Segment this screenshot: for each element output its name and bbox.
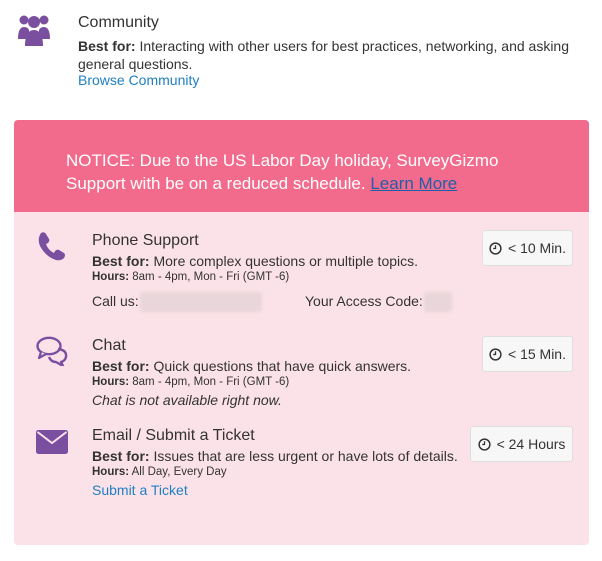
- notice-text: NOTICE: Due to the US Labor Day holiday, SurveyGizmo Support with be on a reduced schedule.: [66, 151, 499, 193]
- phone-hours-text: 8am - 4pm, Mon - Fri (GMT -6): [129, 271, 290, 283]
- email-hours-label: Hours:: [92, 466, 130, 478]
- access-code-redacted: [424, 292, 452, 312]
- community-title: Community: [78, 14, 159, 31]
- chat-best-for-label: Best for:: [92, 358, 150, 374]
- phone-hours: [92, 271, 289, 283]
- email-best-for-text: Issues that are less urgent or have lots of details.: [149, 448, 458, 464]
- chat-best-for-text: Quick questions that have quick answers.: [149, 358, 412, 374]
- chat-hours: [92, 376, 289, 388]
- chat-bubbles-icon: [36, 336, 68, 366]
- email-wait-badge: [470, 426, 573, 462]
- phone-best-for-label: Best for:: [92, 253, 150, 269]
- submit-ticket-link[interactable]: Submit a Ticket: [92, 482, 188, 498]
- phone-icon: [36, 231, 68, 261]
- envelope-icon: [36, 426, 68, 456]
- email-best-for-label: Best for:: [92, 448, 150, 464]
- support-panel: [14, 120, 589, 545]
- phone-wait-badge: [482, 230, 573, 266]
- email-wait-time: < 24 Hours: [496, 436, 566, 452]
- call-us-label: Call us:: [92, 293, 139, 309]
- email-best-for: [92, 448, 458, 464]
- email-title: Email / Submit a Ticket: [92, 427, 255, 444]
- phone-best-for-text: More complex questions or multiple topics.: [149, 253, 419, 269]
- users-icon: [18, 12, 50, 46]
- chat-title: Chat: [92, 337, 126, 354]
- clock-icon: [489, 242, 502, 255]
- chat-wait-badge: [482, 336, 573, 372]
- community-best-for-text: Interacting with other users for best practices, networking, and asking general questions.: [78, 38, 570, 72]
- phone-hours-label: Hours:: [92, 271, 130, 283]
- community-section: [0, 0, 602, 110]
- chat-status: Chat is not available right now.: [92, 392, 282, 408]
- access-code-label: Your Access Code:: [305, 293, 423, 309]
- chat-wait-time: < 15 Min.: [508, 346, 566, 362]
- email-hours: [92, 466, 227, 478]
- phone-number-redacted: [140, 292, 262, 312]
- clock-icon: [478, 438, 491, 451]
- chat-best-for: [92, 358, 411, 374]
- chat-hours-text: 8am - 4pm, Mon - Fri (GMT -6): [129, 376, 290, 388]
- phone-wait-time: < 10 Min.: [508, 240, 566, 256]
- phone-support-title: Phone Support: [92, 232, 199, 249]
- community-best-for-label: Best for:: [78, 38, 136, 54]
- email-hours-text: All Day, Every Day: [129, 466, 227, 478]
- learn-more-link[interactable]: Learn More: [370, 174, 458, 193]
- notice-banner: [14, 120, 589, 212]
- phone-best-for: [92, 253, 418, 269]
- community-best-for: [78, 37, 578, 73]
- browse-community-link[interactable]: Browse Community: [78, 72, 200, 88]
- chat-hours-label: Hours:: [92, 376, 130, 388]
- notice-text-block: [66, 149, 506, 195]
- clock-icon: [489, 348, 502, 361]
